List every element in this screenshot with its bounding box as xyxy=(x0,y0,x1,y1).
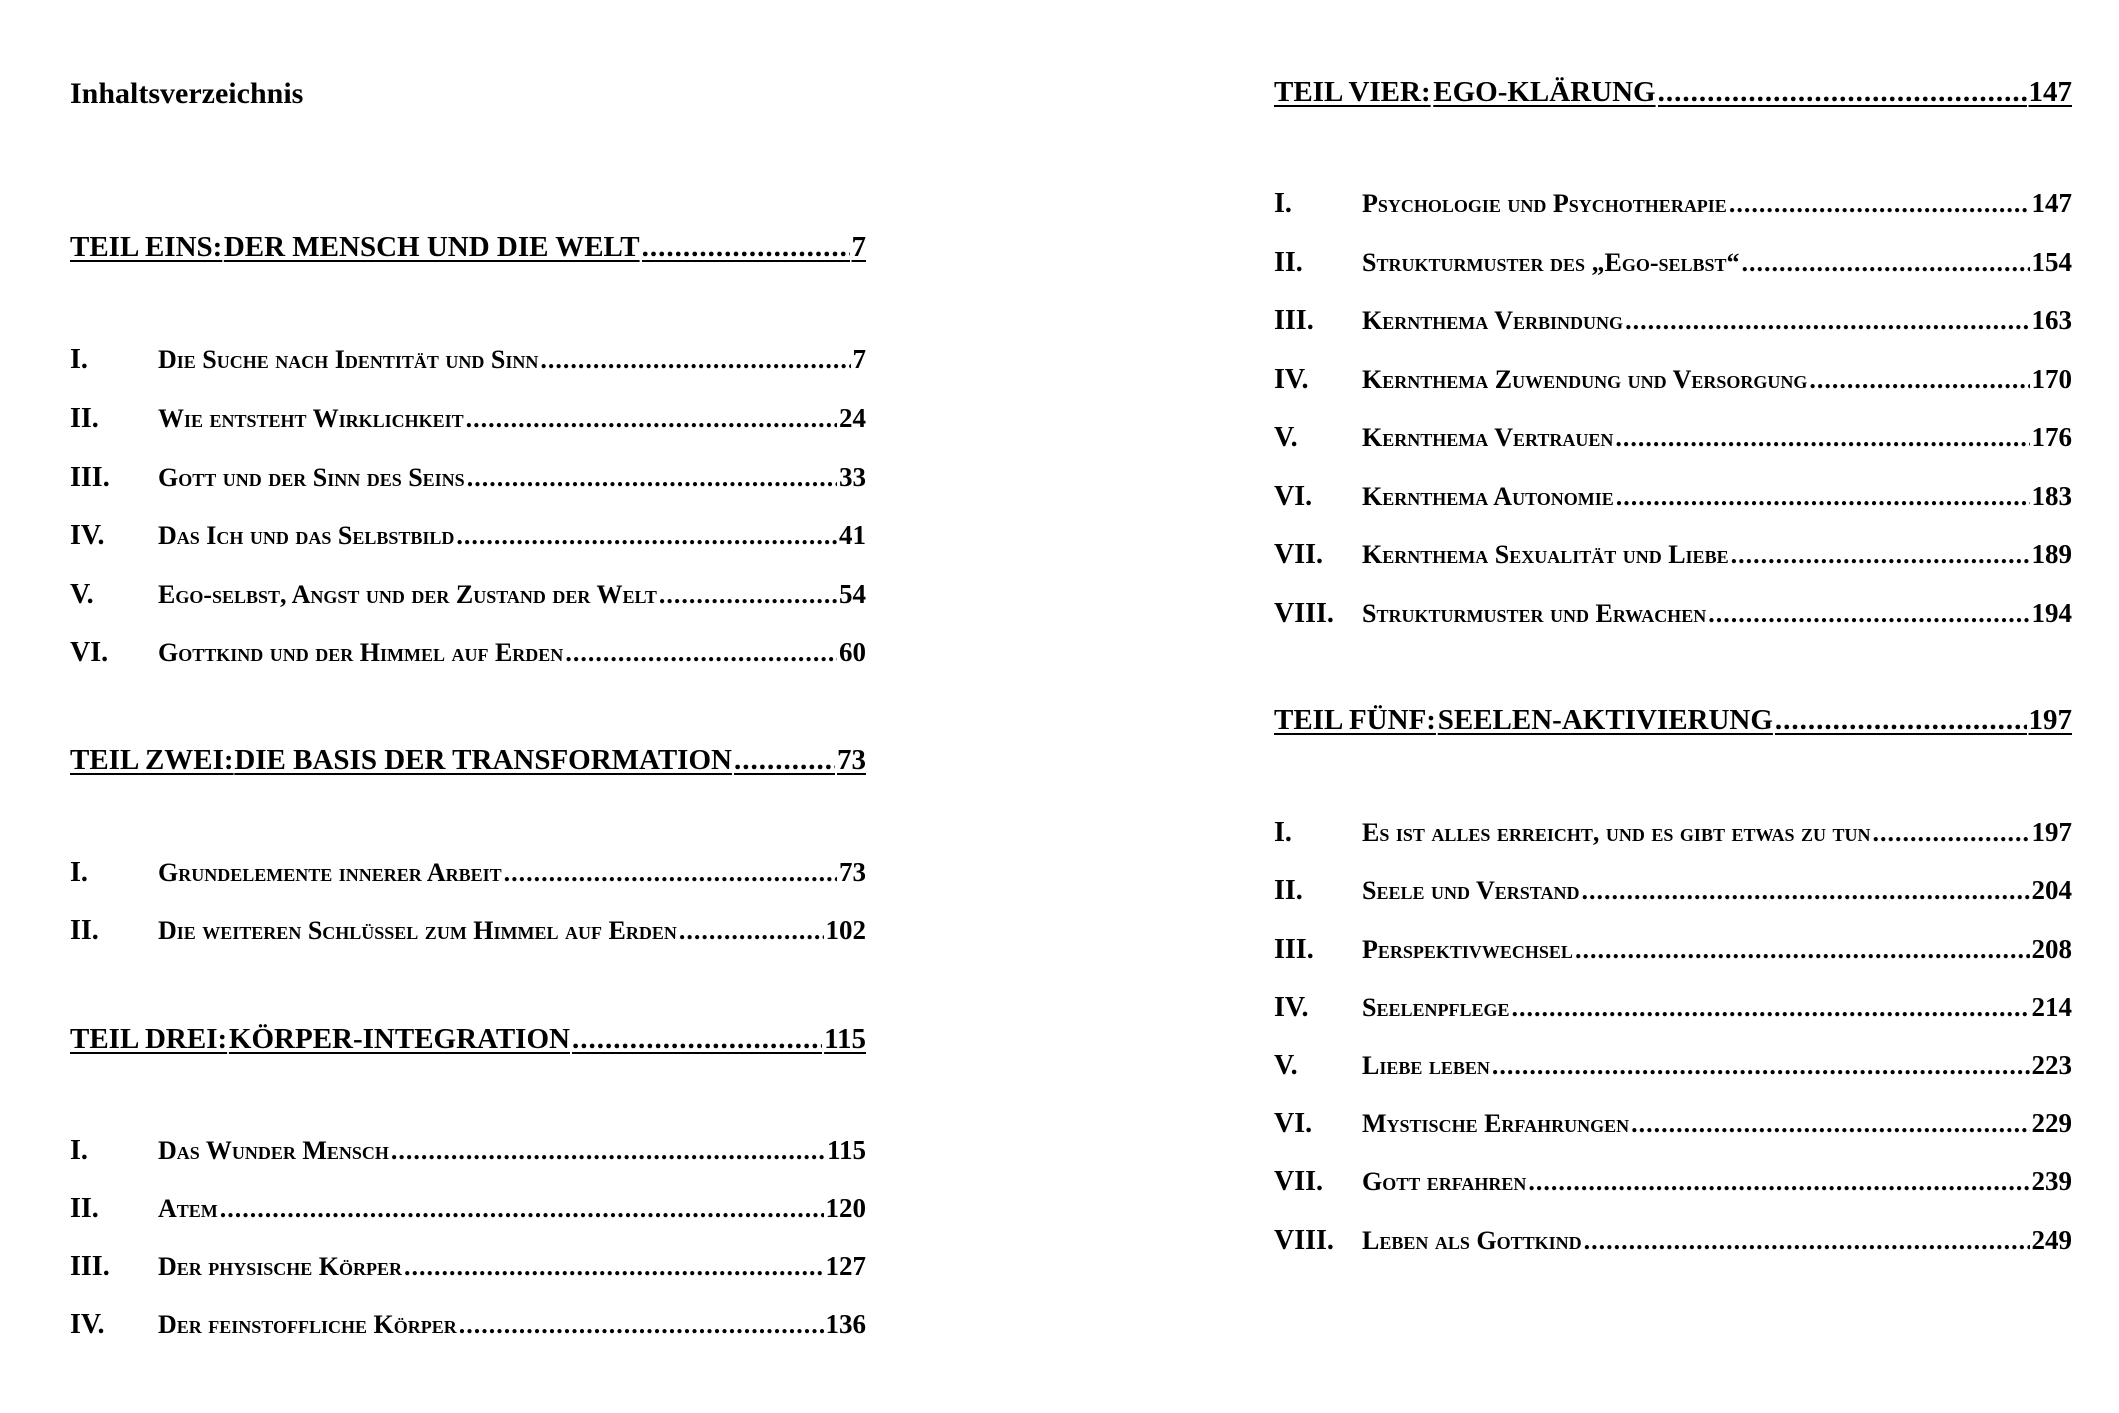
dot-leader xyxy=(459,1305,824,1345)
chapter-title: Der physische Körper xyxy=(158,1252,403,1281)
chapter-number: III. xyxy=(70,1251,110,1282)
toc-entry[interactable] xyxy=(1274,476,2072,517)
chapter-number: IV. xyxy=(1274,364,1309,395)
chapter-number: VIII. xyxy=(1274,1225,1334,1256)
chapter-title: Perspektivwechsel xyxy=(1362,935,1573,964)
chapter-title: Kernthema Verbindung xyxy=(1362,306,1624,335)
page-number: 239 xyxy=(2031,1166,2072,1196)
dot-leader xyxy=(504,853,837,893)
dot-leader xyxy=(1528,1162,2029,1202)
dot-leader xyxy=(1809,360,2029,400)
page-number: 7 xyxy=(852,344,866,374)
toc-entry[interactable] xyxy=(70,910,866,951)
toc-entry[interactable] xyxy=(1274,417,2072,458)
dot-leader xyxy=(572,1019,822,1059)
toc-entry[interactable] xyxy=(1274,300,2072,341)
chapter-number: VII. xyxy=(1274,539,1324,570)
page-number: 33 xyxy=(839,462,866,492)
page-number: 189 xyxy=(2031,539,2072,569)
page-number: 115 xyxy=(826,1135,866,1165)
dot-leader xyxy=(220,1189,824,1229)
part-label: TEIL ZWEI: xyxy=(70,744,234,776)
toc-entry[interactable] xyxy=(1274,1103,2072,1144)
toc-entry[interactable] xyxy=(70,398,866,439)
chapter-title: Kernthema Autonomie xyxy=(1362,482,1614,511)
chapter-number: VI. xyxy=(1274,481,1313,512)
chapter-number: IV. xyxy=(70,520,105,551)
chapter-title: Atem xyxy=(158,1194,218,1223)
chapter-number: IV. xyxy=(70,1309,105,1340)
toc-entry[interactable] xyxy=(1274,987,2072,1028)
page-number: 24 xyxy=(839,403,866,433)
chapter-title: Kernthema Sexualität und Liebe xyxy=(1362,540,1729,569)
page-number: 7 xyxy=(851,231,866,263)
part-label: TEIL DREI: xyxy=(70,1023,228,1055)
toc-entry[interactable] xyxy=(70,852,866,893)
page-number: 194 xyxy=(2031,598,2072,628)
chapter-number: IV. xyxy=(1274,992,1309,1023)
page-number: 214 xyxy=(2031,992,2072,1022)
chapter-title: Seelenpflege xyxy=(1362,993,1510,1022)
part-title: DIE BASIS DER TRANSFORMATION xyxy=(234,744,732,776)
dot-leader xyxy=(1729,184,2030,224)
toc-entry[interactable] xyxy=(70,1130,866,1171)
part-label: TEIL FÜNF: xyxy=(1274,704,1436,736)
chapter-number: V. xyxy=(1274,1050,1298,1081)
chapter-number: II. xyxy=(1274,875,1303,906)
dot-leader xyxy=(1625,301,2029,341)
part-label: TEIL EINS: xyxy=(70,231,223,263)
dot-leader xyxy=(659,575,837,615)
toc-entry[interactable] xyxy=(1274,593,2072,634)
page-number: 73 xyxy=(839,857,866,887)
part-heading[interactable] xyxy=(70,1019,866,1059)
toc-entry[interactable] xyxy=(1274,534,2072,575)
toc-entry[interactable] xyxy=(70,457,866,498)
toc-entry[interactable] xyxy=(70,1304,866,1345)
right-page xyxy=(1274,0,2072,1413)
page-number: 208 xyxy=(2031,934,2072,964)
chapter-title: Gott und der Sinn des Seins xyxy=(158,463,465,492)
chapter-title: Grundelemente innerer Arbeit xyxy=(158,858,502,887)
chapter-title: Der feinstoffliche Körper xyxy=(158,1310,457,1339)
chapter-title: Gottkind und der Himmel auf Erden xyxy=(158,638,564,667)
page-number: 147 xyxy=(2031,188,2072,218)
dot-leader xyxy=(404,1247,823,1287)
page-number: 120 xyxy=(825,1193,866,1223)
page-number: 176 xyxy=(2031,422,2072,452)
page-number: 73 xyxy=(837,744,866,776)
chapter-title: Mystische Erfahrungen xyxy=(1362,1109,1630,1138)
dot-leader xyxy=(1575,930,2030,970)
part-title: DER MENSCH UND DIE WELT xyxy=(223,231,640,263)
chapter-title: Die weiteren Schlüssel zum Himmel auf Erden xyxy=(158,916,677,945)
page-number: 197 xyxy=(2028,704,2072,736)
chapter-title: Das Ich und das Selbstbild xyxy=(158,521,455,550)
page-number: 163 xyxy=(2031,305,2072,335)
dot-leader xyxy=(1512,988,2030,1028)
dot-leader xyxy=(734,740,835,780)
toc-entry[interactable] xyxy=(1274,242,2072,283)
dot-leader xyxy=(391,1131,825,1171)
chapter-title: Strukturmuster des „Ego-selbst“ xyxy=(1362,248,1740,277)
toc-entry[interactable] xyxy=(1274,359,2072,400)
part-heading[interactable] xyxy=(1274,72,2072,112)
chapter-title: Das Wunder Mensch xyxy=(158,1136,389,1165)
chapter-title: Ego-selbst, Angst und der Zustand der Welt xyxy=(158,580,657,609)
toc-entry[interactable] xyxy=(1274,870,2072,911)
dot-leader xyxy=(466,399,837,439)
dot-leader xyxy=(1731,535,2030,575)
dot-leader xyxy=(456,516,837,556)
toc-entry[interactable] xyxy=(70,339,866,380)
chapter-title: Gott erfahren xyxy=(1362,1167,1527,1196)
page-number: 154 xyxy=(2031,247,2072,277)
dot-leader xyxy=(565,633,837,673)
chapter-number: II. xyxy=(1274,247,1303,278)
page-number: 102 xyxy=(825,915,866,945)
chapter-number: I. xyxy=(70,1135,88,1166)
chapter-title: Es ist alles erreicht, und es gibt etwas zu tun xyxy=(1362,818,1871,847)
chapter-number: V. xyxy=(70,579,94,610)
toc-entry[interactable] xyxy=(1274,1161,2072,1202)
part-title: SEELEN-AKTIVIERUNG xyxy=(1437,704,1773,736)
dot-leader xyxy=(1584,1221,2030,1261)
toc-entry[interactable] xyxy=(70,1188,866,1229)
chapter-number: V. xyxy=(1274,422,1298,453)
chapter-number: VI. xyxy=(1274,1108,1313,1139)
page-number: 229 xyxy=(2031,1108,2072,1138)
page-number: 249 xyxy=(2031,1225,2072,1255)
dot-leader xyxy=(1775,700,2027,740)
part-heading[interactable] xyxy=(70,740,866,780)
page-number: 170 xyxy=(2031,364,2072,394)
page-number: 136 xyxy=(825,1309,866,1339)
chapter-number: III. xyxy=(1274,305,1314,336)
dot-leader xyxy=(540,340,850,380)
dot-leader xyxy=(679,911,824,951)
chapter-number: II. xyxy=(70,915,99,946)
chapter-number: III. xyxy=(70,462,110,493)
dot-leader xyxy=(1873,813,2030,853)
chapter-title: Psychologie und Psychotherapie xyxy=(1362,189,1727,218)
dot-leader xyxy=(1631,1104,2029,1144)
chapter-number: II. xyxy=(70,1193,99,1224)
toc-entry[interactable] xyxy=(1274,1220,2072,1261)
dot-leader xyxy=(1658,72,2027,112)
toc-entry[interactable] xyxy=(1274,929,2072,970)
part-label: TEIL VIER: xyxy=(1274,76,1431,108)
chapter-number: VI. xyxy=(70,637,109,668)
dot-leader xyxy=(1581,871,2029,911)
chapter-number: I. xyxy=(1274,817,1292,848)
dot-leader xyxy=(1615,418,2029,458)
page-number: 60 xyxy=(839,637,866,667)
chapter-title: Leben als Gottkind xyxy=(1362,1226,1582,1255)
chapter-number: I. xyxy=(70,857,88,888)
chapter-title: Die Suche nach Identität und Sinn xyxy=(158,345,539,374)
part-title: KÖRPER-INTEGRATION xyxy=(228,1023,570,1055)
toc-entry[interactable] xyxy=(70,1246,866,1287)
part-heading[interactable] xyxy=(70,227,866,267)
chapter-title: Wie entsteht Wirklichkeit xyxy=(158,404,464,433)
chapter-number: VII. xyxy=(1274,1166,1324,1197)
dot-leader xyxy=(1708,594,2029,634)
chapter-number: III. xyxy=(1274,934,1314,965)
left-page xyxy=(70,0,866,1413)
page-number: 54 xyxy=(839,579,866,609)
toc-entry[interactable] xyxy=(1274,183,2072,224)
page-number: 127 xyxy=(825,1251,866,1281)
part-heading[interactable] xyxy=(1274,700,2072,740)
page-number: 197 xyxy=(2031,817,2072,847)
toc-entry[interactable] xyxy=(70,515,866,556)
chapter-title: Kernthema Vertrauen xyxy=(1362,423,1614,452)
chapter-title: Strukturmuster und Erwachen xyxy=(1362,599,1707,628)
page-number: 204 xyxy=(2031,875,2072,905)
chapter-title: Seele und Verstand xyxy=(1362,876,1580,905)
chapter-number: II. xyxy=(70,403,99,434)
page-number: 183 xyxy=(2031,481,2072,511)
toc-entry[interactable] xyxy=(1274,812,2072,853)
dot-leader xyxy=(642,227,850,267)
page-number: 223 xyxy=(2031,1050,2072,1080)
page-number: 115 xyxy=(824,1023,866,1055)
toc-entry[interactable] xyxy=(70,632,866,673)
toc-entry[interactable] xyxy=(1274,1045,2072,1086)
dot-leader xyxy=(1616,477,2030,517)
toc-entry[interactable] xyxy=(70,574,866,615)
part-title: EGO-KLÄRUNG xyxy=(1433,76,1656,108)
page-number: 147 xyxy=(2028,76,2072,108)
dot-leader xyxy=(1742,243,2030,283)
chapter-title: Kernthema Zuwendung und Versorgung xyxy=(1362,365,1808,394)
chapter-title: Liebe leben xyxy=(1362,1051,1490,1080)
page-number: 41 xyxy=(839,520,866,550)
chapter-number: VIII. xyxy=(1274,598,1334,629)
dot-leader xyxy=(1492,1046,2030,1086)
dot-leader xyxy=(467,458,837,498)
toc-heading: Inhaltsverzeichnis xyxy=(70,77,304,110)
chapter-number: I. xyxy=(1274,188,1292,219)
chapter-number: I. xyxy=(70,344,88,375)
